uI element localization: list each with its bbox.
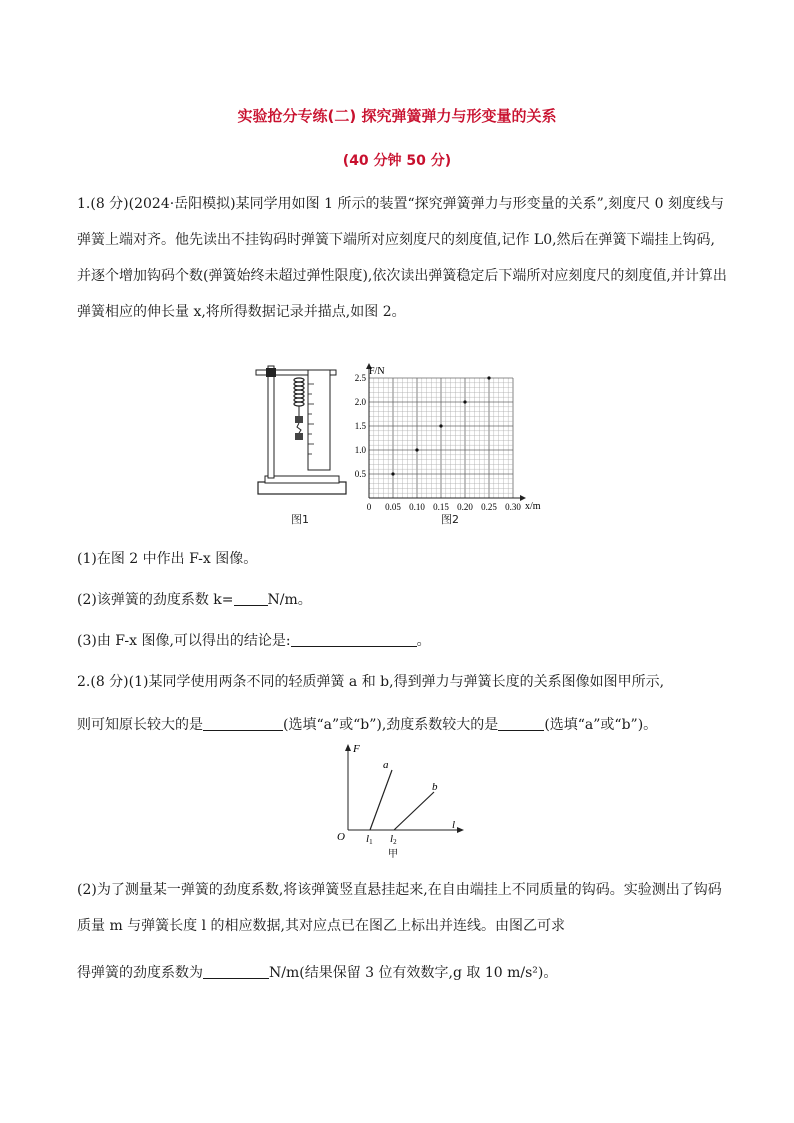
q2-part1-line1: 2.(8 分)(1)某同学使用两条不同的轻质弹簧 a 和 b,得到弹力与弹簧长度的关系图像如图甲所示, xyxy=(77,674,665,690)
fig-jia-line-b: b xyxy=(432,781,438,793)
fig2-chart xyxy=(345,360,560,518)
fig-jia-line-a: a xyxy=(383,759,389,771)
q2-text-c: (选填“a”或“b”)。 xyxy=(544,717,658,733)
x-axis-label: x/m xyxy=(525,501,541,512)
answer-blank-conclusion[interactable] xyxy=(291,632,417,647)
q2-text-a: 则可知原长较大的是 xyxy=(77,717,203,733)
fig-jia-axis-l: l xyxy=(452,819,456,831)
y-tick-label: 0.5 xyxy=(354,469,366,479)
fig1-caption: 图1 xyxy=(291,513,309,526)
q1-intro: 1.(8 分)(2024·岳阳模拟)某同学用如图 1 所示的装置“探究弹簧弹力与形变量的关系”,刻度尺 0 刻度线与弹簧上端对齐。他先读出不挂钩码时弹簧下端所对应刻度尺的刻度值,记作 L0,然后在弹簧下端挂上钩码,并逐个增加钩码个数(弹簧始终未超过弹性限度),依次读出弹簧稳定后下端所对应刻度尺的刻度值,并计算出弹簧相应的伸长量 x,将所得数据记录并描点,如图 2。 xyxy=(77,196,727,320)
q1-part3 xyxy=(77,630,431,650)
fig-jia-l2 xyxy=(390,833,397,846)
x-tick-label: 0.30 xyxy=(505,502,521,512)
fig-jia-diagram xyxy=(330,740,470,860)
q1-part2-unit: N/m。 xyxy=(267,592,312,608)
q1-part2-text: (2)该弹簧的劲度系数 k= xyxy=(77,592,234,608)
y-axis-label: F/N xyxy=(369,366,385,377)
fig-jia-f-label: F xyxy=(353,743,360,755)
x-tick-label: 0.25 xyxy=(481,502,497,512)
x-tick-label: 0.10 xyxy=(409,502,425,512)
data-point xyxy=(463,400,466,403)
x-tick-label: 0 xyxy=(366,502,372,512)
y-tick-label: 2.5 xyxy=(354,373,366,383)
y-tick-label: 1.5 xyxy=(354,421,366,431)
fig-jia-l1 xyxy=(366,833,373,846)
data-point xyxy=(439,424,442,427)
answer-blank-k[interactable] xyxy=(234,591,268,606)
x-tick-label: 0.15 xyxy=(433,502,449,512)
fig2-caption: 图2 xyxy=(441,513,459,526)
q2-part2-text-a: 得弹簧的劲度系数为 xyxy=(77,965,203,981)
q2-part2: (2)为了测量某一弹簧的劲度系数,将该弹簧竖直悬挂起来,在自由端挂上不同质量的钩码。实验测出了钩码质量 m 与弹簧长度 l 的相应数据,其对应点已在图乙上标出并连线。由图乙可求 xyxy=(77,882,722,934)
fig1-apparatus xyxy=(250,360,355,500)
x-tick-label: 0.05 xyxy=(385,502,401,512)
data-point xyxy=(391,472,394,475)
q2-text-b: (选填“a”或“b”),劲度系数较大的是 xyxy=(283,717,499,733)
answer-blank-stiffness[interactable] xyxy=(498,716,544,731)
y-tick-label: 2.0 xyxy=(354,397,366,407)
data-point xyxy=(487,376,490,379)
fig-jia-l1-main: l xyxy=(366,833,370,845)
q1-part3-text: (3)由 F-x 图像,可以得出的结论是: xyxy=(77,633,291,649)
fig-jia-l2-main: l xyxy=(390,833,394,845)
answer-blank-original-length[interactable] xyxy=(203,716,283,731)
q1-part1: (1)在图 2 中作出 F-x 图像。 xyxy=(77,551,258,567)
page-title: 实验抢分专练(二) 探究弹簧弹力与形变量的关系 xyxy=(237,107,557,125)
time-score-line: (40 分钟 50 分) xyxy=(342,153,452,169)
x-tick-label: 0.20 xyxy=(457,502,473,512)
q1-part2 xyxy=(77,589,312,609)
fig-jia-caption: 甲 xyxy=(388,849,398,860)
fig-jia-origin: O xyxy=(337,831,345,843)
data-point xyxy=(415,448,418,451)
fig-jia-l1-sub: 1 xyxy=(369,838,373,846)
q2-part1-line2 xyxy=(77,714,657,734)
fig-jia-l2-sub: 2 xyxy=(393,838,397,846)
answer-blank-k2[interactable] xyxy=(203,964,269,979)
q1-part3-end: 。 xyxy=(416,633,431,649)
y-tick-label: 1.0 xyxy=(354,445,366,455)
q2-part2-line3 xyxy=(77,962,557,982)
q2-part2-text-b: N/m(结果保留 3 位有效数字,g 取 10 m/s²)。 xyxy=(269,965,558,981)
